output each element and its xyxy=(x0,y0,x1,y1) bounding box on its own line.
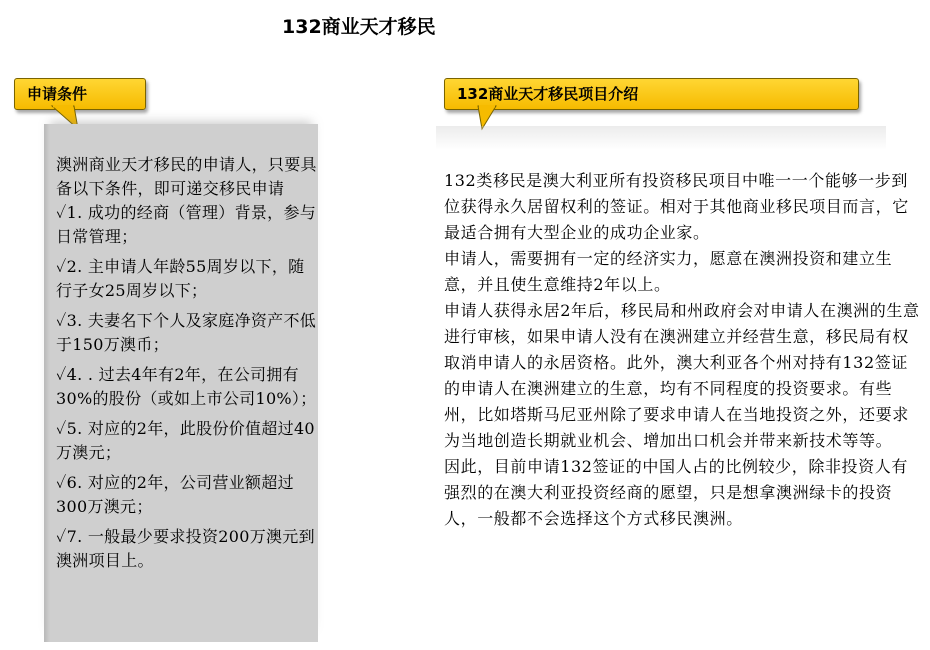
program-intro-text xyxy=(444,168,920,532)
condition-item: ✓4. . 过去4年有2年，在公司拥有30%的股份（或如上市公司10%）； xyxy=(56,365,317,408)
condition-item: ✓1. 成功的经商（管理）背景，参与日常管理； xyxy=(56,203,317,246)
intro-paragraph: 申请人获得永居2年后，移民局和州政府会对申请人在澳洲的生意进行审核，如果申请人没有在澳洲建立并经营生意，移民局有权取消申请人的永居资格。此外，澳大利亚各个州对持有132签证的申请人在澳洲建立的生意，均有不同程度的投资要求。有些州，比如塔斯马尼亚州除了要求申请人在当地投资之外，还要求为当地创造长期就业机会、增加出口机会并带来新技术等等。 xyxy=(444,301,920,450)
intro-paragraph: 申请人，需要拥有一定的经济实力，愿意在澳洲投资和建立生意，并且使生意维持2年以上。 xyxy=(444,249,893,294)
conditions-header-callout: 申请条件 xyxy=(14,78,146,110)
condition-item: ✓6. 对应的2年，公司营业额超过300万澳元； xyxy=(56,473,294,516)
condition-item: ✓5. 对应的2年，此股份价值超过40万澳元； xyxy=(56,419,315,462)
conditions-list xyxy=(56,153,318,579)
intro-paragraph: 132类移民是澳大利亚所有投资移民项目中唯一一个能够一步到位获得永久居留权利的签证。相对于其他商业移民项目而言，它最适合拥有大型企业的成功企业家。 xyxy=(444,171,909,242)
condition-item: ✓3. 夫妻名下个人及家庭净资产不低于150万澳币； xyxy=(56,311,317,354)
intro-paragraph: 因此，目前申请132签证的中国人占的比例较少，除非投资人有强烈的在澳大利亚投资经商的愿望，只是想拿澳洲绿卡的投资人，一般都不会选择这个方式移民澳洲。 xyxy=(444,457,908,528)
page-title: 132商业天才移民 xyxy=(282,16,436,38)
intro-header-callout: 132商业天才移民项目介绍 xyxy=(444,78,859,110)
condition-item: ✓7. 一般最少要求投资200万澳元到澳洲项目上。 xyxy=(56,527,315,570)
condition-item: ✓2. 主申请人年龄55周岁以下，随行子女25周岁以下； xyxy=(56,257,305,300)
intro-panel-shade xyxy=(436,126,886,150)
conditions-intro: 澳洲商业天才移民的申请人，只要具备以下条件，即可递交移民申请 xyxy=(56,155,317,198)
